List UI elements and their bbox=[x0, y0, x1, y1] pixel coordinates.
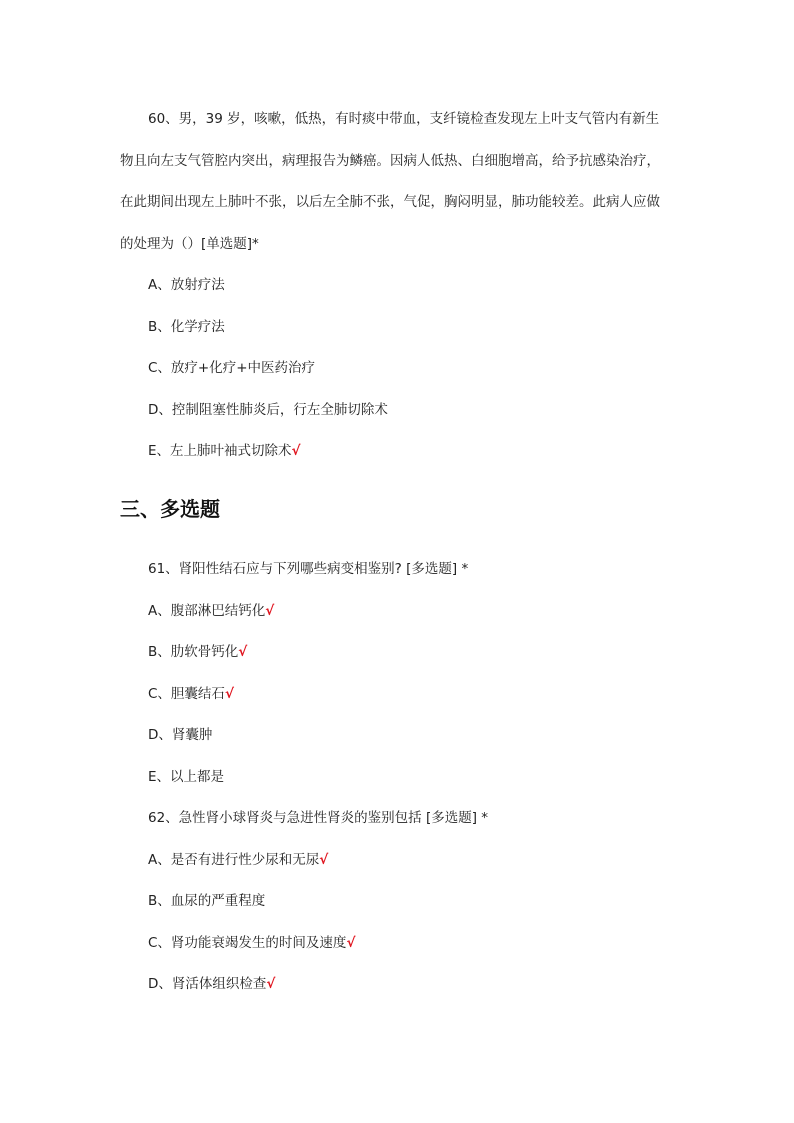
check-mark: √ bbox=[265, 603, 275, 619]
q60-stem-line-1: 60、男，39 岁，咳嗽，低热，有时痰中带血，支纤镜检查发现左上叶支气管内有新生 bbox=[148, 111, 660, 127]
option-text: B、血尿的严重程度 bbox=[148, 893, 266, 909]
q62-stem: 62、急性肾小球肾炎与急进性肾炎的鉴别包括 [多选题] * bbox=[148, 810, 489, 826]
option-text: E、左上肺叶袖式切除术 bbox=[148, 443, 292, 459]
option-text: C、放疗+化疗+中医药治疗 bbox=[148, 360, 316, 376]
q61-option-c bbox=[148, 685, 234, 703]
option-text: B、化学疗法 bbox=[148, 319, 225, 335]
check-mark: √ bbox=[238, 644, 248, 660]
q60-option-b bbox=[148, 318, 225, 336]
q61-option-d bbox=[148, 726, 212, 744]
option-text: B、肋软骨钙化 bbox=[148, 644, 239, 660]
option-text: A、放射疗法 bbox=[148, 277, 225, 293]
option-text: C、肾功能衰竭发生的时间及速度 bbox=[148, 935, 347, 951]
q60-option-d bbox=[148, 401, 388, 419]
option-text: E、以上都是 bbox=[148, 769, 225, 785]
option-text: D、肾活体组织检查 bbox=[148, 976, 267, 992]
option-text: D、肾囊肿 bbox=[148, 727, 213, 743]
q60-option-e bbox=[148, 442, 301, 460]
section-heading: 三、多选题 bbox=[120, 497, 220, 521]
option-text: C、胆囊结石 bbox=[148, 686, 225, 702]
q60-stem-line-4: 的处理为（）[单选题]* bbox=[120, 236, 259, 252]
option-text: A、腹部淋巴结钙化 bbox=[148, 603, 266, 619]
q62-option-a bbox=[148, 851, 328, 869]
option-text: D、控制阻塞性肺炎后，行左全肺切除术 bbox=[148, 402, 388, 418]
q60-stem-line-3: 在此期间出现左上肺叶不张，以后左全肺不张，气促，胸闷明显，肺功能较差。此病人应做 bbox=[120, 194, 660, 210]
check-mark: √ bbox=[266, 976, 276, 992]
q61-stem: 61、肾阳性结石应与下列哪些病变相鉴别? [多选题] * bbox=[148, 561, 469, 577]
q60-stem-line-2: 物且向左支气管腔内突出，病理报告为鳞癌。因病人低热、白细胞增高，给予抗感染治疗， bbox=[120, 153, 660, 169]
check-mark: √ bbox=[319, 852, 329, 868]
q60-option-c bbox=[148, 359, 315, 377]
check-mark: √ bbox=[346, 935, 356, 951]
q60-option-a bbox=[148, 276, 225, 294]
q61-option-a bbox=[148, 602, 274, 620]
option-text: A、是否有进行性少尿和无尿 bbox=[148, 852, 320, 868]
check-mark: √ bbox=[224, 686, 234, 702]
q62-option-b bbox=[148, 892, 265, 910]
q62-option-c bbox=[148, 934, 355, 952]
q62-option-d bbox=[148, 975, 275, 993]
q61-option-b bbox=[148, 643, 247, 661]
q61-option-e bbox=[148, 768, 224, 786]
check-mark: √ bbox=[291, 443, 301, 459]
